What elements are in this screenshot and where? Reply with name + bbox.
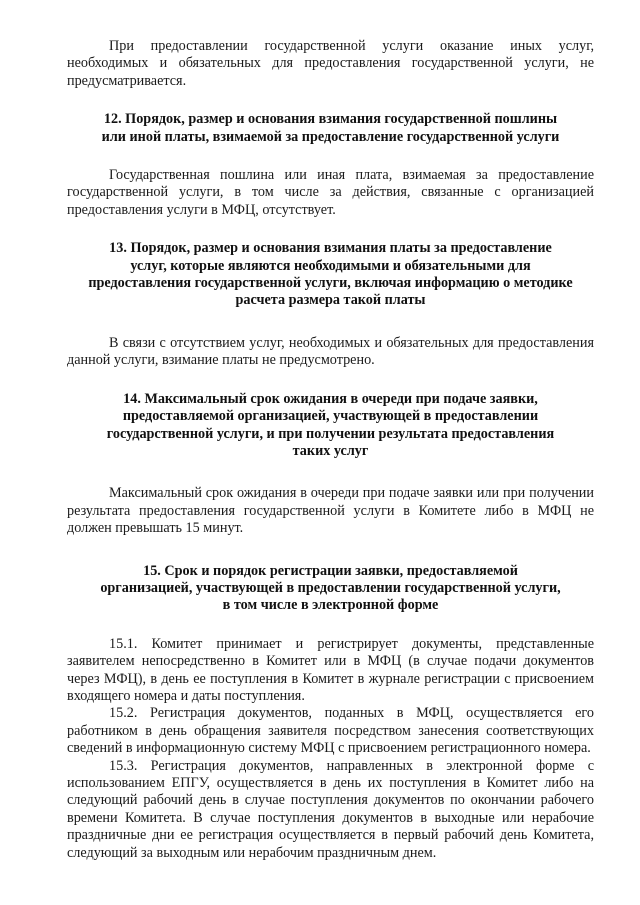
heading-line: предоставления государственной услуги, включая информацию о методике	[88, 275, 573, 292]
section-13-paragraph: В связи с отсутствием услуг, необходимых и обязательных для предоставления данной услуги, взимание платы не предусмотрено.	[67, 334, 594, 369]
heading-line: предоставляемой организацией, участвующей в предоставлении	[122, 408, 539, 425]
section-15-paragraph-3: 15.3. Регистрация документов, направленных в электронной форме с использованием ЕПГУ, осуществляется в день их поступления в Комитет либо на следующий рабочий день в случае поступления документов по окончании рабочего времени Комитета. В случае поступления документов в выходные или нерабочие праздничные дни ее регистрация осуществляется в первый рабочий день Комитета, следующий за выходным или нерабочим праздничным днем.	[67, 757, 594, 861]
section-13-heading	[67, 240, 594, 310]
spacer	[67, 460, 594, 485]
section-12-heading	[67, 111, 594, 146]
spacer	[67, 219, 594, 240]
section-15-paragraph-2: 15.2. Регистрация документов, поданных в МФЦ, осуществляется его работником в день обращения заявителя посредством занесения соответствующих сведений в информационную систему МФЦ с присвоением регистрационного номера.	[67, 705, 594, 757]
heading-line: государственной услуги, и при получении результата предоставления	[106, 425, 555, 442]
heading-line: услуг, которые являются необходимыми и обязательными для	[130, 257, 531, 274]
section-15-heading	[67, 563, 594, 615]
spacer	[67, 90, 594, 111]
spacer	[67, 538, 594, 563]
heading-line: в том числе в электронной форме	[222, 597, 439, 614]
spacer	[67, 370, 594, 391]
intro-paragraph: При предоставлении государственной услуги оказание иных услуг, необходимых и обязательных для предоставления государственной услуги, не предусматривается.	[67, 38, 594, 89]
heading-line: 13. Порядок, размер и основания взимания платы за предоставление	[109, 240, 552, 257]
heading-line: или иной платы, взимаемой за предоставление государственной услуги	[101, 128, 560, 145]
heading-line: расчета размера такой платы	[235, 292, 426, 309]
spacer	[67, 615, 594, 636]
heading-line: 14. Максимальный срок ожидания в очереди при подаче заявки,	[123, 390, 538, 407]
section-15-paragraph-1: 15.1. Комитет принимает и регистрирует документы, представленные заявителем непосредственно в Комитет или в МФЦ (в случае подачи документов через МФЦ), в день ее поступления в Комитет в журнале регистрации с присвоением входящего номера и даты поступления.	[67, 635, 594, 704]
heading-line: организацией, участвующей в предоставлении государственной услуги,	[100, 579, 561, 596]
spacer	[67, 310, 594, 335]
section-14-heading	[67, 391, 594, 461]
heading-line: 12. Порядок, размер и основания взимания государственной пошлины	[103, 111, 558, 128]
spacer	[67, 146, 594, 167]
heading-line: 15. Срок и порядок регистрации заявки, предоставляемой	[143, 562, 518, 579]
heading-line: таких услуг	[292, 442, 369, 459]
section-14-paragraph: Максимальный срок ожидания в очереди при подаче заявки или при получении результата предоставления государственной услуги в Комитете либо в МФЦ не должен превышать 15 минут.	[67, 485, 594, 537]
section-12-paragraph: Государственная пошлина или иная плата, взимаемая за предоставление государственной услуги, в том числе за действия, связанные с организацией предоставления услуги в МФЦ, отсутствует.	[67, 167, 594, 218]
